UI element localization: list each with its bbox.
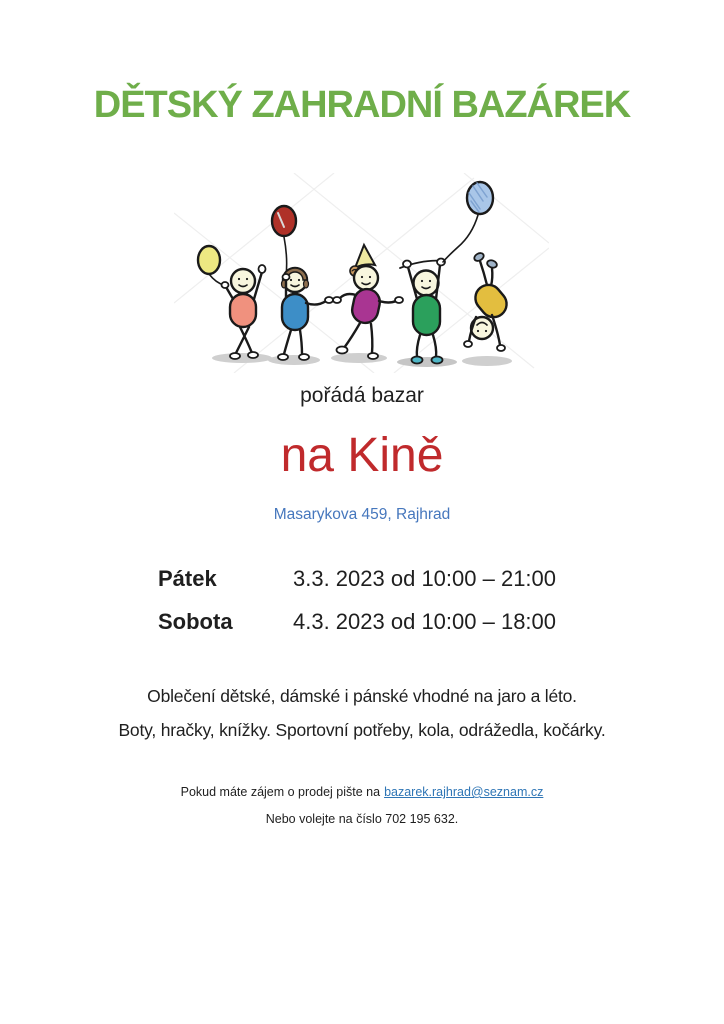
email-link[interactable]: bazarek.rajhrad@seznam.cz <box>384 785 544 799</box>
subtitle: pořádá bazar <box>300 384 424 407</box>
description <box>0 685 724 753</box>
schedule-time-friday: 3.3. 2023 od 10:00 – 21:00 <box>293 566 557 591</box>
children-balloons-illustration <box>174 173 549 373</box>
child-handstand <box>464 251 512 351</box>
contact-email-line <box>0 784 724 801</box>
flyer-title: DĚTSKÝ ZAHRADNÍ BAZÁREK <box>93 84 631 126</box>
child-party-hat <box>333 245 403 359</box>
venue-address: Masarykova 459, Rajhrad <box>273 506 451 523</box>
schedule <box>158 565 556 651</box>
blue-balloon <box>443 182 493 262</box>
description-line-1: Oblečení dětské, dámské i pánské vhodné na jaro a léto. <box>147 686 577 706</box>
schedule-day-friday: Pátek <box>158 566 217 591</box>
teal-shoe-icon <box>412 357 423 364</box>
schedule-row-saturday <box>158 608 556 636</box>
party-hat-icon <box>355 245 375 268</box>
description-line-2: Boty, hračky, knížky. Sportovní potřeby, kola, odrážedla, kočárky. <box>118 720 606 740</box>
venue-name: na Kině <box>280 429 444 482</box>
schedule-day-saturday: Sobota <box>158 609 233 634</box>
child-red-balloon <box>272 206 333 360</box>
teal-shoe-icon <box>432 357 443 364</box>
contact <box>0 784 724 838</box>
child-yellow-balloon <box>198 246 266 359</box>
schedule-row-friday <box>158 565 556 593</box>
schedule-time-saturday: 4.3. 2023 od 10:00 – 18:00 <box>293 609 557 634</box>
child-holding-string <box>400 259 445 364</box>
red-balloon-icon <box>272 206 296 236</box>
contact-email-prefix: Pokud máte zájem o prodej pište na <box>180 785 381 799</box>
yellow-balloon-icon <box>198 246 220 274</box>
contact-phone-line: Nebo volejte na číslo 702 195 632. <box>265 812 459 826</box>
children-illustration-svg <box>174 173 549 373</box>
